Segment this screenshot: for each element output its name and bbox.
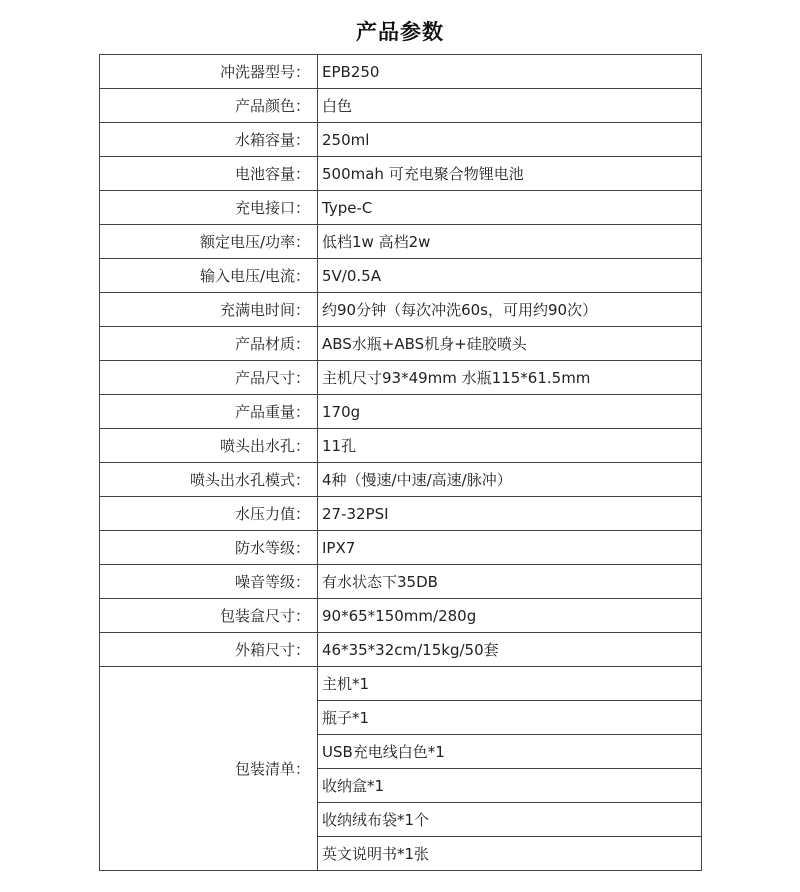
spec-value: 250ml — [318, 123, 702, 157]
spec-value: 有水状态下35DB — [318, 565, 702, 599]
spec-label: 噪音等级： — [100, 565, 318, 599]
spec-label: 输入电压/电流： — [100, 259, 318, 293]
spec-value: ABS水瓶+ABS机身+硅胶喷头 — [318, 327, 702, 361]
table-row — [100, 497, 702, 531]
spec-label: 喷头出水孔模式： — [100, 463, 318, 497]
spec-value: 11孔 — [318, 429, 702, 463]
package-item: 主机*1 — [318, 667, 702, 701]
table-row — [100, 327, 702, 361]
package-list-label: 包装清单： — [100, 667, 318, 871]
table-row — [100, 293, 702, 327]
spec-label: 产品尺寸： — [100, 361, 318, 395]
spec-value: EPB250 — [318, 55, 702, 89]
spec-label: 产品颜色： — [100, 89, 318, 123]
spec-value: 500mah 可充电聚合物锂电池 — [318, 157, 702, 191]
spec-value: 170g — [318, 395, 702, 429]
package-item: USB充电线白色*1 — [318, 735, 702, 769]
spec-value: IPX7 — [318, 531, 702, 565]
spec-value: Type-C — [318, 191, 702, 225]
table-row — [100, 259, 702, 293]
table-row — [100, 361, 702, 395]
spec-value: 低档1w 高档2w — [318, 225, 702, 259]
spec-label: 冲洗器型号： — [100, 55, 318, 89]
table-row — [100, 463, 702, 497]
table-row — [100, 157, 702, 191]
table-row — [100, 191, 702, 225]
spec-value: 90*65*150mm/280g — [318, 599, 702, 633]
package-item: 收纳盒*1 — [318, 769, 702, 803]
table-row — [100, 225, 702, 259]
spec-value: 46*35*32cm/15kg/50套 — [318, 633, 702, 667]
table-row — [100, 633, 702, 667]
spec-label: 电池容量： — [100, 157, 318, 191]
spec-label: 水压力值： — [100, 497, 318, 531]
spec-value: 4种（慢速/中速/高速/脉冲） — [318, 463, 702, 497]
page-title: 产品参数 — [356, 20, 444, 44]
spec-label: 喷头出水孔： — [100, 429, 318, 463]
spec-label: 额定电压/功率： — [100, 225, 318, 259]
spec-value: 白色 — [318, 89, 702, 123]
table-row — [100, 395, 702, 429]
spec-value: 5V/0.5A — [318, 259, 702, 293]
spec-value: 主机尺寸93*49mm 水瓶115*61.5mm — [318, 361, 702, 395]
spec-label: 水箱容量： — [100, 123, 318, 157]
package-item: 英文说明书*1张 — [318, 837, 702, 871]
spec-value: 约90分钟（每次冲洗60s，可用约90次） — [318, 293, 702, 327]
table-row — [100, 531, 702, 565]
table-row — [100, 565, 702, 599]
table-row — [100, 667, 702, 701]
table-row — [100, 599, 702, 633]
package-item: 收纳绒布袋*1个 — [318, 803, 702, 837]
spec-label: 充满电时间： — [100, 293, 318, 327]
table-row — [100, 123, 702, 157]
spec-table — [99, 54, 702, 871]
spec-label: 产品重量： — [100, 395, 318, 429]
spec-value: 27-32PSI — [318, 497, 702, 531]
spec-label: 产品材质： — [100, 327, 318, 361]
spec-label: 包装盒尺寸： — [100, 599, 318, 633]
spec-label: 防水等级： — [100, 531, 318, 565]
table-row — [100, 55, 702, 89]
table-row — [100, 89, 702, 123]
table-row — [100, 429, 702, 463]
spec-label: 外箱尺寸： — [100, 633, 318, 667]
package-item: 瓶子*1 — [318, 701, 702, 735]
spec-label: 充电接口： — [100, 191, 318, 225]
